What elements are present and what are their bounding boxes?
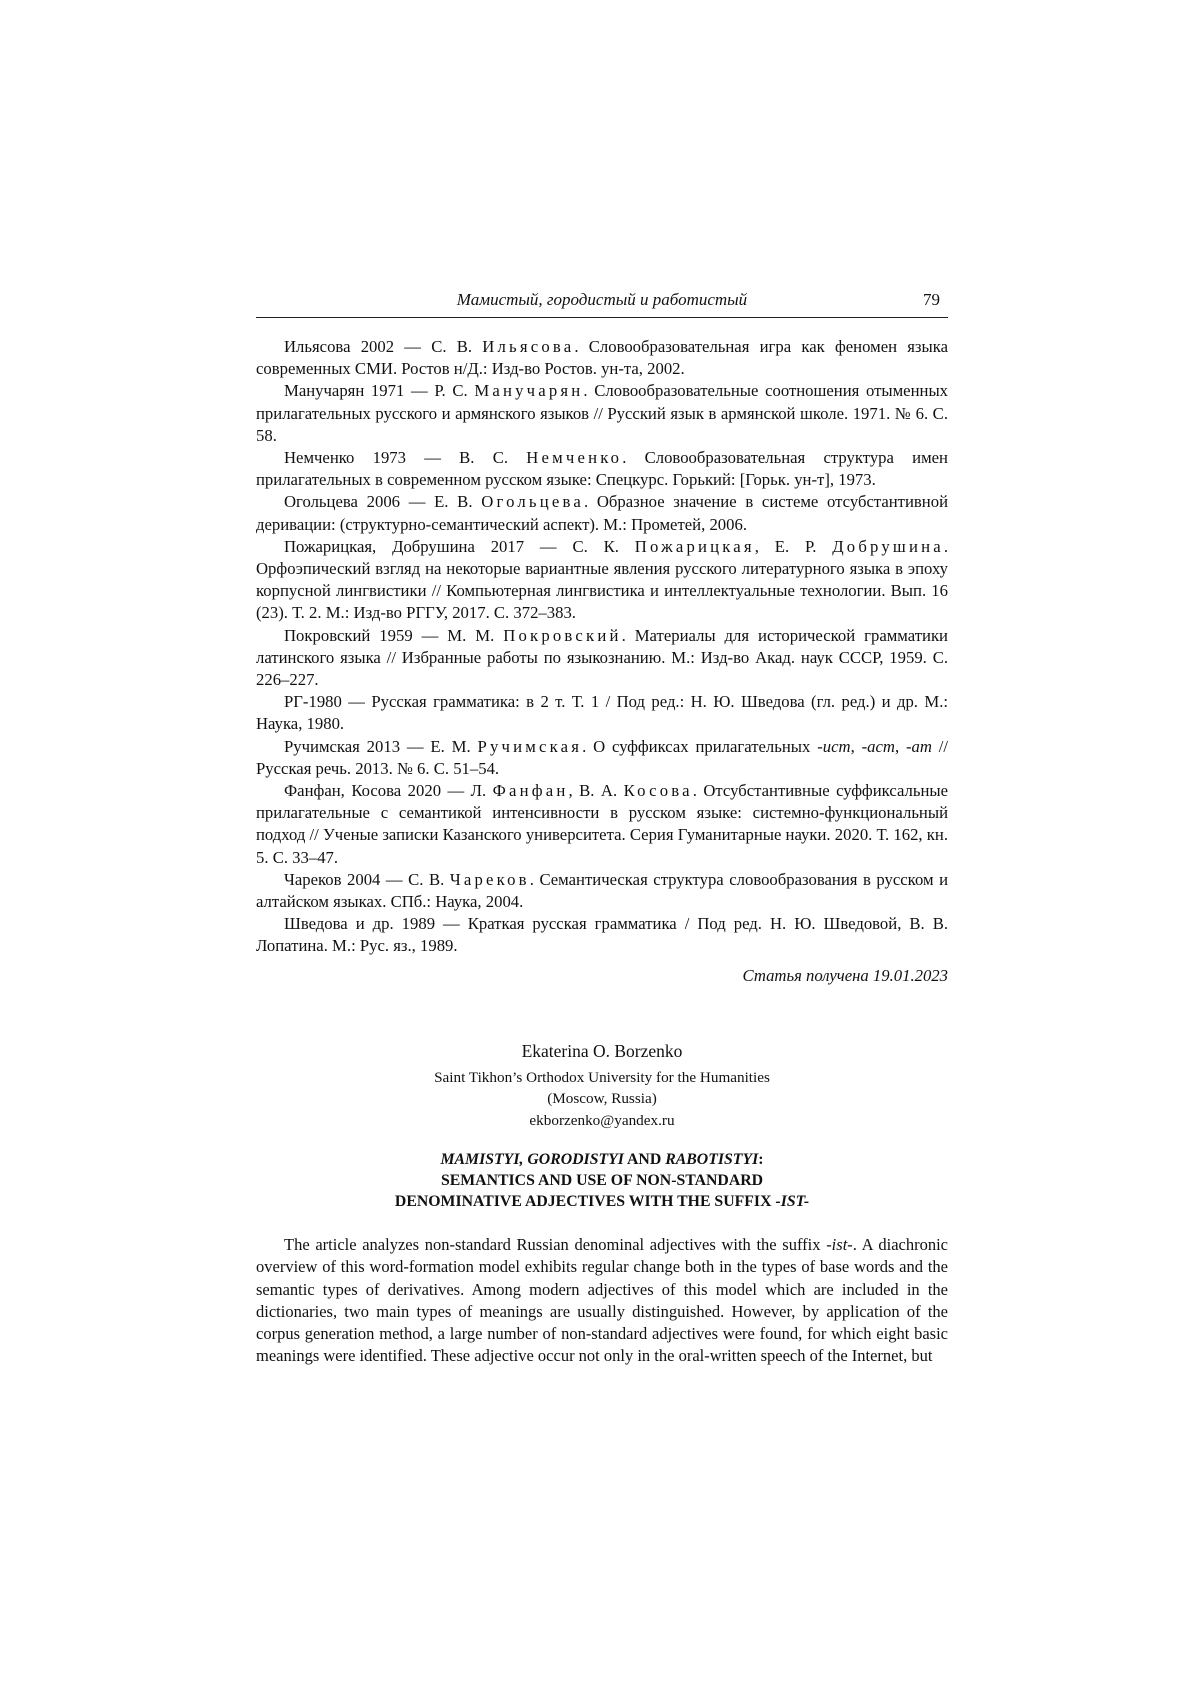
author-email[interactable]: ekborzenko@yandex.ru xyxy=(529,1111,675,1129)
text-segment: Огольцева 2006 — Е. В. xyxy=(284,492,482,512)
text-segment: . A diachronic overview of this word-formation model exhibits regular change both in the types of base words and the semantic types of derivatives. Among modern adjectives of this model which are included in the dictionaries, two main types of meanings are usually distinguished. However, by application of the corpus generation method, a large number of non-standard adjectives were found, for which eight basic meanings were identified. These adjective occur not only in the oral-written speech of the Internet, but xyxy=(256,1235,948,1366)
text-segment: Чареков 2004 — С. В. xyxy=(284,869,450,889)
running-head xyxy=(256,285,948,318)
author-surname: Немченко xyxy=(526,448,623,468)
reference-entry xyxy=(256,380,948,447)
author-block xyxy=(256,1039,948,1132)
received-date: Статья получена 19.01.2023 xyxy=(742,965,948,985)
reference-entry xyxy=(256,625,948,692)
author-affiliation: Saint Tikhon’s Orthodox University for the Humanities xyxy=(434,1068,770,1086)
author-surname: Чареков xyxy=(449,869,530,889)
text-segment: // Русская речь. 2013. № 6. С. 51–54. xyxy=(256,736,949,778)
italic-term: -IST- xyxy=(775,1193,810,1211)
reference-entry xyxy=(256,336,948,380)
author-surname: Покровский xyxy=(503,625,622,645)
text-segment: , Е. Р. xyxy=(754,536,833,556)
text-segment: . Материалы для исторической грамматики латинского языка // Избранные работы по языкознанию. М.: Изд-во Акад. наук СССР, 1959. С. 226–227. xyxy=(256,625,948,690)
italic-term: -ат xyxy=(905,736,932,756)
author-surname: Добрушина xyxy=(832,536,944,556)
text-segment: Покровский 1959 — М. М. xyxy=(284,625,504,645)
text-segment: . Словообразовательная игра как феномен языка современных СМИ. Ростов н/Д.: Изд-во Ростов. ун-та, 2002. xyxy=(256,337,948,379)
text-segment: , xyxy=(894,736,906,756)
text-segment: . Отсубстантивные суффиксальные прилагательные с семантикой интенсивности в русском языке: системно-функциональный подход // Ученые записки Казанского университета. Серия Гуманитарные науки. 2020. Т. 162, кн. 5. С. 33–47. xyxy=(256,781,948,867)
reference-entry xyxy=(256,536,948,625)
text-segment: РГ-1980 — Русская грамматика: в 2 т. Т. 1 / Под ред.: Н. Ю. Шведова (гл. ред.) и др. М.: Наука, 1980. xyxy=(256,692,948,734)
text-segment: , xyxy=(850,736,862,756)
text-segment: Манучарян 1971 — Р. С. xyxy=(284,381,475,401)
text-segment: : xyxy=(758,1151,764,1169)
text-segment: Ручимская 2013 — Е. М. xyxy=(284,736,478,756)
author-surname: Ильясова xyxy=(482,337,575,356)
text-segment: The article analyzes non-standard Russian denominal adjectives with the suffix xyxy=(284,1235,827,1255)
reference-entry xyxy=(256,869,948,913)
text-segment: . Словообразовательные соотношения отыменных прилагательных русского и армянского языков // Русский язык в армянской школе. 1971. № 6. С. 58. xyxy=(256,381,948,445)
author-name: Ekaterina O. Borzenko xyxy=(521,1040,683,1061)
text-segment: SEMANTICS AND USE OF NON-STANDARD xyxy=(440,1172,764,1190)
reference-entry xyxy=(256,736,948,780)
text-segment: Шведова и др. 1989 — Краткая русская грамматика / Под ред. Н. Ю. Шведовой, В. В. Лопатина. М.: Рус. яз., 1989. xyxy=(256,914,948,956)
text-segment: Фанфан, Косова 2020 — Л. xyxy=(284,781,493,801)
author-surname: Фанфан xyxy=(492,781,569,801)
reference-entry xyxy=(256,491,948,535)
author-surname: Косова xyxy=(623,781,693,801)
reference-entry xyxy=(256,447,948,491)
reference-entry xyxy=(256,913,948,957)
author-surname: Пожарицкая xyxy=(634,536,755,556)
abstract xyxy=(256,1234,948,1367)
running-title: Мамистый, городистый и работистый xyxy=(456,290,748,309)
italic-term: MAMISTYI, GORODISTYI xyxy=(440,1151,624,1169)
text-segment: . О суффиксах прилагательных xyxy=(582,736,818,756)
text-segment: Пожарицкая, Добрушина 2017 — С. К. xyxy=(284,536,635,556)
journal-page xyxy=(256,285,948,1367)
text-segment: Немченко 1973 — В. С. xyxy=(284,448,527,468)
author-location: (Moscow, Russia) xyxy=(547,1090,657,1108)
text-segment: AND xyxy=(623,1151,666,1169)
author-surname: Манучарян xyxy=(474,381,584,401)
article-title xyxy=(256,1149,948,1212)
text-segment: . Словообразовательная структура имен прилагательных в современном русском языке: Спецкурс. Горький: [Горьк. ун-т], 1973. xyxy=(256,448,948,490)
text-segment: DENOMINATIVE ADJECTIVES WITH THE SUFFIX xyxy=(394,1193,776,1211)
reference-entry xyxy=(256,691,948,735)
text-segment: , В. А. xyxy=(568,781,624,801)
italic-term: RABOTISTYI xyxy=(665,1151,759,1169)
italic-term: -аст xyxy=(861,736,895,756)
text-segment: . Орфоэпический взгляд на некоторые вариантные явления русского литературного языка в эпоху корпусной лингвистики // Компьютерная лингвистика и интеллектуальные технологии. Вып. 16 (23). Т. 2. М.: Изд-во РГГУ, 2017. С. 372–383. xyxy=(256,536,948,623)
italic-term: -ist- xyxy=(826,1235,853,1255)
text-segment: . Семантическая структура словообразования в русском и алтайском языках. СПб.: Наука, 2004. xyxy=(256,869,948,912)
page-number: 79 xyxy=(923,290,940,309)
author-surname: Ручимская xyxy=(477,736,583,756)
article-title-line xyxy=(256,1191,948,1212)
text-segment: . Образное значение в системе отсубстантивной деривации: (структурно-семантический аспект). М.: Прометей, 2006. xyxy=(256,492,948,534)
article-title-line xyxy=(256,1149,948,1170)
reference-entry xyxy=(256,780,948,869)
italic-term: -ист xyxy=(817,736,851,756)
article-title-line xyxy=(256,1170,948,1191)
author-surname: Огольцева xyxy=(481,492,584,512)
text-segment: Ильясова 2002 — С. В. xyxy=(284,337,483,356)
reference-list xyxy=(256,336,948,958)
